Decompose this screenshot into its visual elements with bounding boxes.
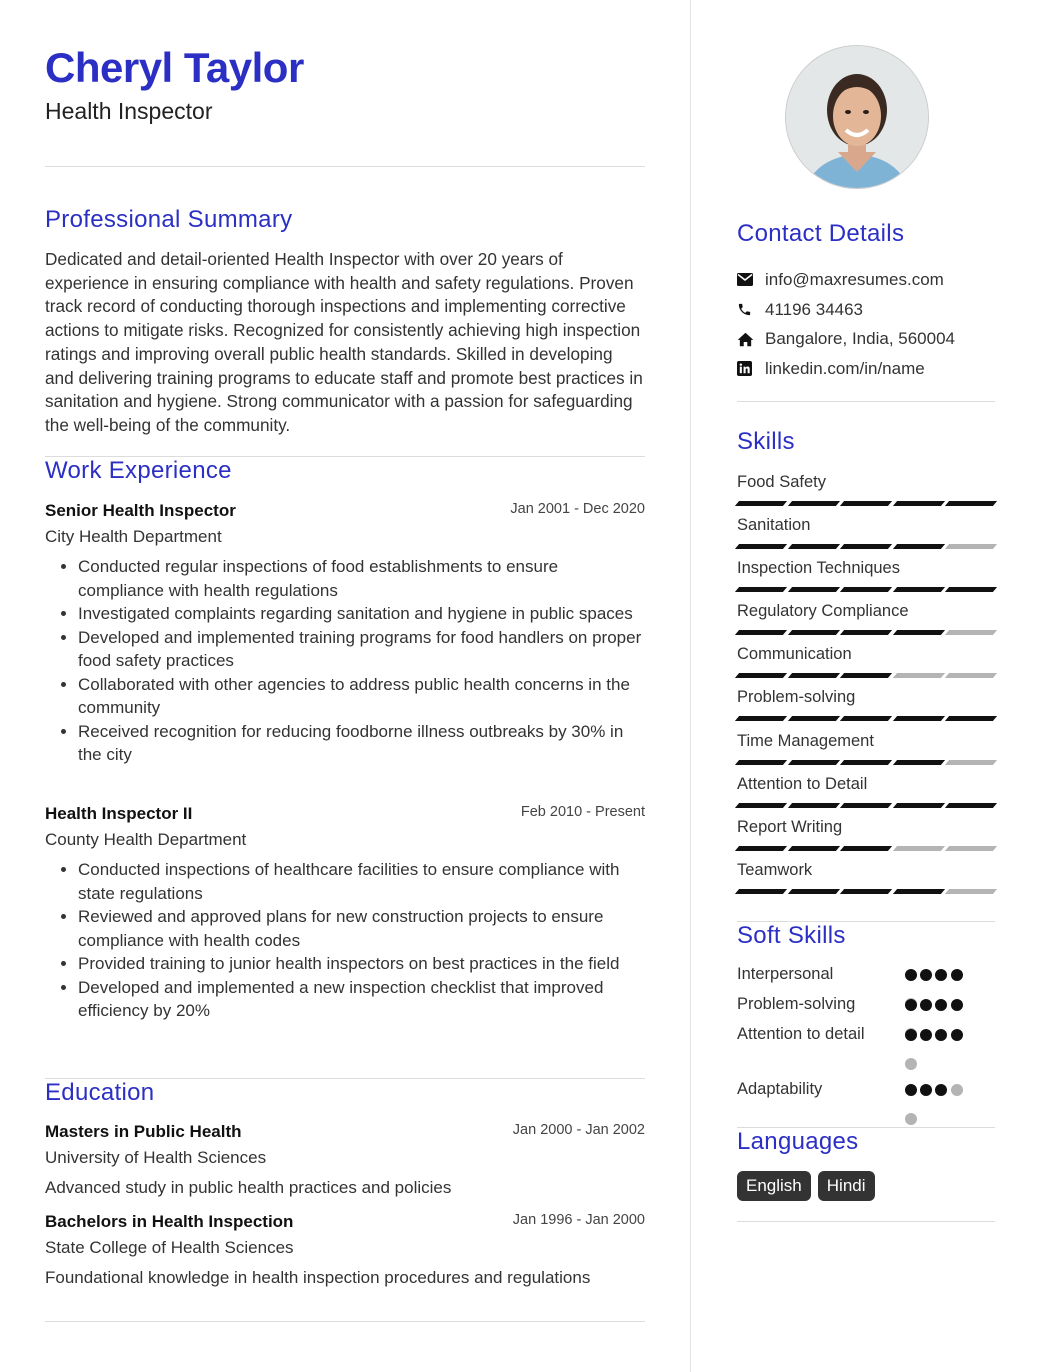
contact-linkedin[interactable]	[737, 354, 995, 384]
envelope-icon	[737, 273, 765, 286]
skill-name: Problem-solving	[737, 688, 856, 707]
rating-bar-segment	[945, 673, 997, 678]
soft-skill-name: Problem-solving	[737, 995, 856, 1013]
degree-title: Masters in Public Health	[45, 1122, 242, 1141]
skill-rating-bars	[737, 760, 995, 765]
skill-name: Regulatory Compliance	[737, 602, 909, 621]
rating-bar-segment	[735, 587, 787, 592]
skill-name: Time Management	[737, 731, 874, 750]
soft-skill-name: Adaptability	[737, 1080, 823, 1098]
rating-bar-segment	[840, 760, 892, 765]
skill-name: Inspection Techniques	[737, 559, 900, 578]
rating-bar-segment	[945, 716, 997, 721]
rating-bar-segment	[735, 501, 787, 506]
rating-bar-segment	[840, 544, 892, 549]
candidate-title: Health Inspector	[45, 98, 213, 124]
skill-rating-bars	[737, 630, 995, 635]
job-entry	[45, 501, 645, 767]
soft-skills-heading: Soft Skills	[737, 922, 846, 949]
contact-email-text: info@maxresumes.com	[765, 269, 944, 289]
skill-name: Attention to Detail	[737, 774, 868, 793]
rating-dot	[905, 1084, 917, 1096]
job-date: Jan 2001 - Dec 2020	[510, 501, 645, 517]
rating-bar-segment	[892, 501, 944, 506]
languages-heading: Languages	[737, 1128, 859, 1155]
rating-bar-segment	[945, 760, 997, 765]
soft-skill-name: Attention to detail	[737, 1025, 865, 1043]
skill-name: Report Writing	[737, 817, 843, 836]
contact-linkedin-text: linkedin.com/in/name	[765, 358, 925, 378]
degree-title: Bachelors in Health Inspection	[45, 1212, 294, 1231]
languages-list	[737, 1171, 875, 1201]
rating-dot	[935, 1084, 947, 1096]
skill-name: Food Safety	[737, 473, 826, 491]
rating-dot	[905, 999, 917, 1011]
soft-skill-rating-dots	[905, 1029, 977, 1075]
rating-bar-segment	[735, 673, 787, 678]
rating-bar-segment	[945, 501, 997, 506]
rating-bar-segment	[892, 846, 944, 851]
header-divider	[45, 166, 645, 167]
skill-item	[737, 600, 995, 643]
school-name: State College of Health Sciences	[45, 1238, 294, 1257]
education-date: Jan 1996 - Jan 2000	[512, 1212, 645, 1228]
rating-bar-segment	[840, 803, 892, 808]
job-title: Health Inspector II	[45, 804, 193, 823]
rating-dot	[905, 1029, 917, 1041]
rating-bar-segment	[840, 889, 892, 894]
experience-heading: Work Experience	[45, 457, 232, 484]
rating-bar-segment	[735, 716, 787, 721]
skill-item	[737, 773, 995, 816]
list-item: • Conducted inspections of healthcare facilities to ensure compliance with state regulations	[78, 858, 645, 905]
rating-bar-segment	[945, 889, 997, 894]
rating-bar-segment	[840, 587, 892, 592]
contact-address	[737, 324, 995, 354]
rating-bar-segment	[945, 630, 997, 635]
contact-email[interactable]	[737, 265, 995, 295]
rating-bar-segment	[892, 673, 944, 678]
rating-bar-segment	[735, 846, 787, 851]
rating-bar-segment	[945, 803, 997, 808]
rating-dot	[935, 969, 947, 981]
skill-name: Communication	[737, 645, 852, 664]
languages-divider	[737, 1221, 995, 1222]
rating-bar-segment	[945, 846, 997, 851]
rating-bar-segment	[892, 716, 944, 721]
list-item: • Conducted regular inspections of food establishments to ensure compliance with health regulations	[78, 555, 645, 602]
rating-bar-segment	[787, 716, 839, 721]
rating-bar-segment	[945, 544, 997, 549]
rating-bar-segment	[892, 760, 944, 765]
rating-dot	[951, 969, 963, 981]
list-item: • Developed and implemented training programs for food handlers on proper food safety practices	[78, 626, 645, 673]
education-entry	[45, 1122, 645, 1200]
rating-bar-segment	[735, 544, 787, 549]
rating-dot	[905, 1058, 917, 1070]
soft-skill-item	[737, 963, 995, 986]
rating-dot	[920, 999, 932, 1011]
education-heading: Education	[45, 1079, 155, 1106]
job-date: Feb 2010 - Present	[520, 804, 645, 820]
rating-bar-segment	[787, 889, 839, 894]
candidate-name: Cheryl Taylor	[45, 44, 304, 91]
rating-dot	[920, 969, 932, 981]
rating-bar-segment	[840, 630, 892, 635]
home-icon	[737, 332, 765, 347]
rating-dot	[951, 1029, 963, 1041]
rating-bar-segment	[840, 501, 892, 506]
rating-bar-segment	[892, 587, 944, 592]
column-divider	[690, 0, 691, 1372]
skill-rating-bars	[737, 889, 995, 894]
school-name: University of Health Sciences	[45, 1148, 267, 1167]
job-entry	[45, 804, 645, 1023]
skill-item	[737, 686, 995, 729]
list-item: • Investigated complaints regarding sanitation and hygiene in public spaces	[78, 602, 645, 626]
rating-bar-segment	[840, 846, 892, 851]
job-organization: City Health Department	[45, 527, 222, 546]
soft-skill-rating-dots	[905, 1084, 977, 1130]
skill-item	[737, 643, 995, 686]
education-date: Jan 2000 - Jan 2002	[512, 1122, 645, 1138]
rating-bar-segment	[945, 587, 997, 592]
profile-photo	[785, 45, 929, 189]
phone-icon	[737, 302, 765, 317]
soft-skill-item	[737, 1078, 995, 1101]
skill-item	[737, 557, 995, 600]
rating-bar-segment	[892, 544, 944, 549]
skills-list	[737, 471, 995, 902]
soft-skill-name: Interpersonal	[737, 965, 834, 983]
skill-item	[737, 859, 995, 902]
contact-divider	[737, 401, 995, 402]
rating-bar-segment	[735, 760, 787, 765]
rating-bar-segment	[787, 501, 839, 506]
rating-bar-segment	[840, 716, 892, 721]
rating-dot	[951, 999, 963, 1011]
rating-dot	[920, 1084, 932, 1096]
contact-phone-text: 41196 34463	[765, 299, 864, 319]
list-item: • Reviewed and approved plans for new construction projects to ensure compliance with health codes	[78, 905, 645, 952]
skill-rating-bars	[737, 501, 995, 506]
rating-bar-segment	[787, 803, 839, 808]
rating-bar-segment	[787, 630, 839, 635]
education-entry	[45, 1212, 645, 1290]
job-title: Senior Health Inspector	[45, 501, 236, 520]
contact-list	[737, 265, 995, 384]
skill-rating-bars	[737, 673, 995, 678]
rating-dot	[905, 1113, 917, 1125]
skill-rating-bars	[737, 803, 995, 808]
education-description: Foundational knowledge in health inspection procedures and regulations	[45, 1268, 591, 1287]
skills-heading: Skills	[737, 428, 795, 455]
skill-name: Teamwork	[737, 860, 813, 879]
summary-text: Dedicated and detail-oriented Health Inspector with over 20 years of experience in ensuring compliance with health and safety regulations. Proven track record of conducting thorough inspections and implementing corrective actions to mitigate risks. Recognized for consistently achieving high inspection ratings and improving overall public health standards. Skilled in developing and delivering training programs to educate staff and promote best practices in sanitation and hygiene. Strong communicator with a passion for safeguarding the well-being of the community.	[45, 249, 643, 435]
list-item: • Collaborated with other agencies to address public health concerns in the community	[78, 673, 645, 720]
language-badge: Hindi	[818, 1171, 875, 1201]
linkedin-icon	[737, 361, 765, 376]
rating-bar-segment	[892, 803, 944, 808]
job-bullets	[45, 858, 645, 1023]
rating-bar-segment	[735, 630, 787, 635]
soft-skill-item	[737, 993, 995, 1016]
rating-bar-segment	[787, 760, 839, 765]
skill-item	[737, 471, 995, 514]
rating-bar-segment	[787, 846, 839, 851]
education-description: Advanced study in public health practices and policies	[45, 1178, 452, 1197]
rating-bar-segment	[840, 673, 892, 678]
language-badge: English	[737, 1171, 811, 1201]
contact-address-text: Bangalore, India, 560004	[765, 329, 955, 349]
skill-name: Sanitation	[737, 516, 811, 535]
skill-rating-bars	[737, 846, 995, 851]
skill-item	[737, 816, 995, 859]
education-divider	[45, 1321, 645, 1322]
list-item: • Received recognition for reducing foodborne illness outbreaks by 30% in the city	[78, 720, 645, 767]
skill-rating-bars	[737, 544, 995, 549]
rating-bar-segment	[787, 673, 839, 678]
rating-bar-segment	[735, 803, 787, 808]
rating-dot	[935, 1029, 947, 1041]
skill-rating-bars	[737, 716, 995, 721]
job-organization: County Health Department	[45, 830, 247, 849]
rating-bar-segment	[787, 544, 839, 549]
rating-bar-segment	[735, 889, 787, 894]
rating-bar-segment	[892, 630, 944, 635]
rating-bar-segment	[892, 889, 944, 894]
contact-phone[interactable]	[737, 295, 995, 325]
list-item: • Developed and implemented a new inspection checklist that improved efficiency by 20%	[78, 976, 645, 1023]
rating-bar-segment	[787, 587, 839, 592]
rating-dot	[935, 999, 947, 1011]
rating-dot	[920, 1029, 932, 1041]
skill-item	[737, 730, 995, 773]
person-portrait-icon	[786, 46, 928, 188]
skill-rating-bars	[737, 587, 995, 592]
job-bullets	[45, 555, 645, 767]
soft-skill-item	[737, 1023, 995, 1046]
rating-dot	[905, 969, 917, 981]
rating-dot	[951, 1084, 963, 1096]
list-item: • Provided training to junior health inspectors on best practices in the field	[78, 952, 645, 976]
skill-item	[737, 514, 995, 557]
contact-heading: Contact Details	[737, 220, 905, 247]
summary-heading: Professional Summary	[45, 206, 293, 233]
